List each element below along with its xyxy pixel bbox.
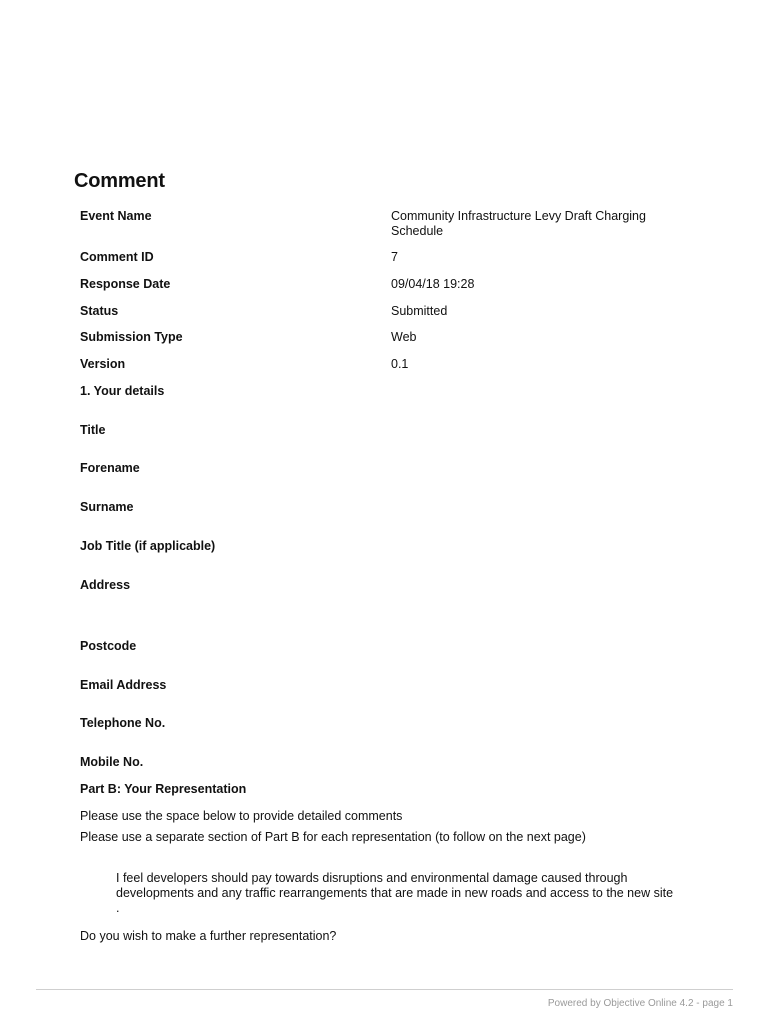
meta-label: Submission Type [80, 330, 183, 344]
meta-label: Status [80, 304, 119, 318]
further-representation-question: Do you wish to make a further representation? [80, 929, 337, 943]
meta-value: 7 [391, 250, 398, 264]
meta-label: Version [80, 357, 126, 371]
detail-label: Telephone No. [80, 716, 166, 730]
detail-label: Job Title (if applicable) [80, 539, 216, 553]
meta-label: Response Date [80, 277, 171, 291]
meta-label: Event Name [80, 209, 152, 223]
detail-label: Forename [80, 461, 140, 475]
detail-label: Mobile No. [80, 755, 144, 769]
detail-label: Title [80, 423, 106, 437]
section-representation: Part B: Your Representation [80, 782, 247, 796]
footer-divider [36, 989, 733, 990]
detail-label: Address [80, 578, 131, 592]
detail-label: Surname [80, 500, 134, 514]
meta-value: Web [391, 330, 417, 344]
meta-value: 0.1 [391, 357, 409, 371]
footer-text: Powered by Objective Online 4.2 - page 1 [547, 998, 733, 1009]
comment-body: I feel developers should pay towards disruptions and environmental damage caused through developments and any traffic rearrangements that are made in new roads and access to the new site . [116, 871, 674, 915]
instruction-text: Please use the space below to provide detailed comments [80, 809, 403, 823]
section-your-details: 1. Your details [80, 384, 165, 398]
meta-value: 09/04/18 19:28 [391, 277, 475, 291]
meta-value: Submitted [391, 304, 448, 318]
detail-label: Email Address [80, 678, 167, 692]
instruction-text: Please use a separate section of Part B for each representation (to follow on the next page) [80, 830, 586, 844]
detail-label: Postcode [80, 639, 137, 653]
meta-label: Comment ID [80, 250, 154, 264]
meta-value: Community Infrastructure Levy Draft Charging Schedule [391, 209, 646, 238]
page-title: Comment [74, 170, 165, 192]
